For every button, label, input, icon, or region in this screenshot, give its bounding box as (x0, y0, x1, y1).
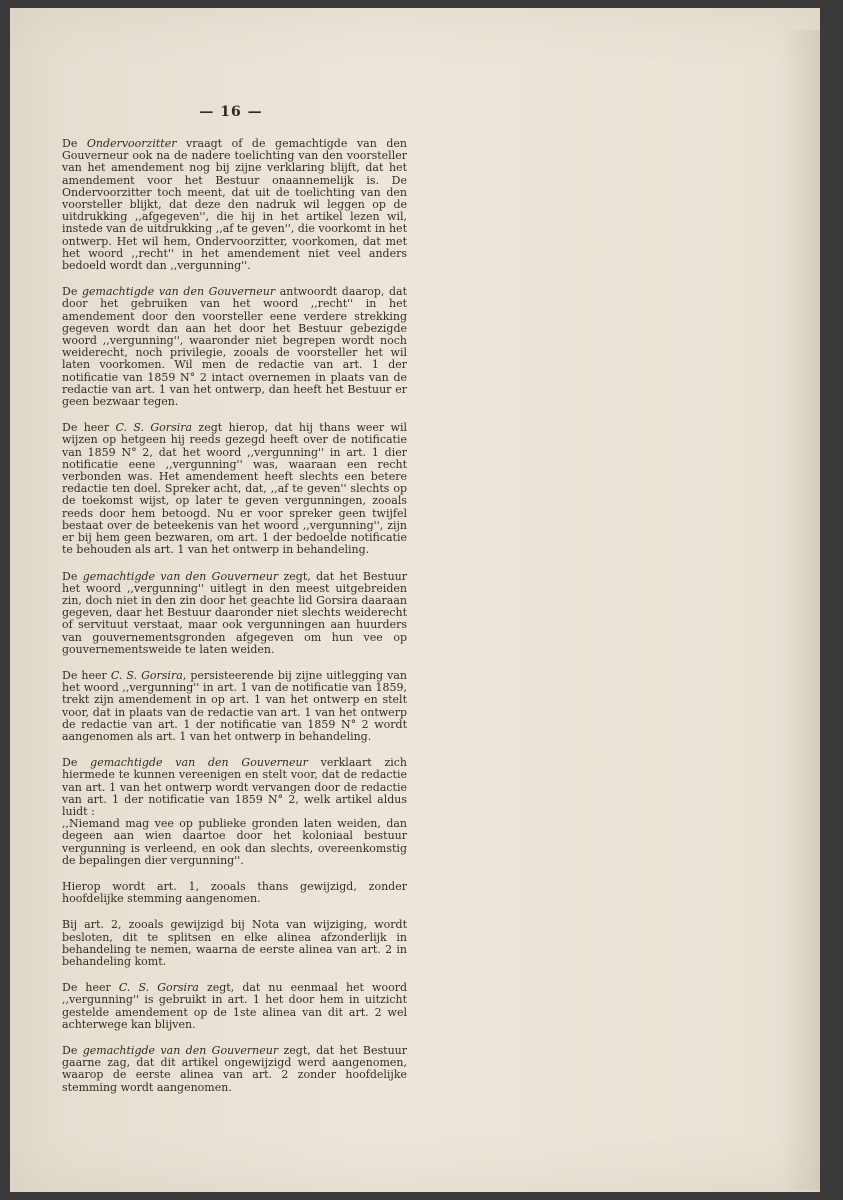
paragraph (62, 670, 407, 743)
paragraph-text: De (62, 756, 91, 770)
speaker-name: gemachtigde van den Gouverneur (82, 1044, 279, 1057)
paragraph-text: , persisteerende bij zijne uitlegging van het woord ,,vergunning'' in art. 1 van de notificatie van 1859, trekt zijn amendement in op art. 1 van het ontwerp en stelt voor, dat in plaats van de redactie van art. 1 van het ontwerp de redactie van art. 1 der notificatie van 1859 N° 2 wordt aangenomen als art. 1 van het ontwerp in behandeling. (62, 668, 407, 743)
speaker-name: Ondervoorzitter (86, 137, 177, 150)
paragraph-text: De heer (62, 981, 119, 995)
page-number: — 16 — (199, 104, 263, 120)
paragraph (62, 919, 407, 968)
paragraph (62, 757, 407, 818)
document-body (62, 138, 407, 1108)
speaker-name: C. S. Gorsira (110, 668, 183, 682)
paragraph-text: vraagt of de gemachtigde van den Gouverneur ook na de nadere toelichting van den voorsteller van het amendement nog bij zijne verklaring blijft, dat het amendement voor het Bestuur onaannemelijk is. De Ondervoorzitter toch meent, dat uit de toelichting van den voorsteller blijkt, dat deze den nadruk wil leggen op de uitdrukking ,,afgegeven'', die hij in het artikel lezen wil, instede van de uitdrukking ,,af te geven'', die voorkomt in het ontwerp. Het wil hem, Ondervoorzitter, voorkomen, dat met het woord ,,recht'' in het amendement niet veel anders bedoeld wordt dan ,,vergunning''. (62, 137, 407, 273)
paragraph-text: De heer (62, 421, 116, 435)
paragraph-text: zegt, dat het Bestuur het woord ,,vergunning'' uitlegt in den meest uitgebreiden zin, doch niet in den zin door het geachte lid Gorsira daaraan gegeven, daar het Bestuur daaronder niet slechts weiderecht of servituut verstaat, maar ook vergunningen aan huurders van gouvernementsgronden afgegeven om hun vee op gouvernementsweide te laten weiden. (62, 569, 408, 656)
paragraph-text: Bij art. 2, zooals gewijzigd bij Nota van wijziging, wordt besloten, dit te splitsen en elke alinea afzonderlijk in behandeling te nemen, waarna de eerste alinea van art. 2 in behandeling komt. (62, 918, 407, 968)
paragraph-text: verklaart zich hiermede te kunnen vereenigen en stelt voor, dat de redactie van art. 1 van het ontwerp wordt vervangen door de redactie van art. 1 der notificatie van 1859 N° 2, welk artikel aldus luidt : (62, 756, 408, 818)
paragraph (62, 138, 407, 272)
paragraph (62, 1045, 407, 1094)
paragraph-text: Hierop wordt art. 1, zooals thans gewijzigd, zonder hoofdelijke stemming aangenomen. (62, 879, 407, 906)
paragraph-text: ,,Niemand mag vee op publieke gronden laten weiden, dan degeen aan wien daartoe door het koloniaal bestuur vergunning is verleend, en ook dan slechts, overeenkomstig de bepalingen dier vergunning''. (62, 817, 407, 867)
speaker-name: gemachtigde van den Gouverneur (82, 569, 279, 583)
paragraph (62, 982, 407, 1031)
paragraph-text: zegt, dat het Bestuur gaarne zag, dat dit artikel ongewijzigd werd aangenomen, waarop de eerste alinea van art. 2 zonder hoofdelijke stemming wordt aangenomen. (62, 1044, 408, 1094)
speaker-name: gemachtigde van den Gouverneur (90, 756, 308, 770)
sheet-right-edge (780, 30, 820, 1190)
speaker-name: C. S. Gorsira (118, 981, 199, 995)
paragraph (62, 422, 407, 556)
speaker-name: gemachtigde van den Gouverneur (81, 285, 276, 299)
paragraph (62, 881, 407, 905)
quoted-article-paragraph (62, 818, 407, 867)
paragraph-text: De (62, 285, 82, 299)
paragraph-text: antwoordt daarop, dat door het gebruiken van het woord ,,recht'' in het amendement door den voorsteller eene verdere strekking gegeven wordt dan aan het door het Bestuur gebezigde woord ,,vergunning'', waaronder niet begrepen wordt noch weiderecht, noch privilegie, zooals de voorsteller het wil laten voorkomen. Wil men de redactie van art. 1 der notificatie van 1859 N° 2 intact overnemen in plaats van de redactie van art. 1 van het ontwerp, dan heeft het Bestuur er geen bezwaar tegen. (62, 285, 408, 409)
paragraph-text: De heer (62, 668, 111, 682)
paragraph-text: zegt, dat nu eenmaal het woord ,,vergunning'' is gebruikt in art. 1 het door hem in uitzicht gestelde amendement op de 1ste alinea van dit art. 2 wel achterwege kan blijven. (62, 981, 408, 1031)
paragraph-text: De (62, 137, 87, 150)
paragraph-text: De (62, 569, 83, 583)
paragraph-text: zegt hierop, dat hij thans weer wil wijzen op hetgeen hij reeds gezegd heeft over de notificatie van 1859 N° 2, dat het woord ,,vergunning'' in art. 1 dier notificatie eene ,,vergunning'' was, waaraan een recht verbonden was. Het amendement heeft slechts een betere redactie ten doel. Spreker acht, dat, ,,af te geven'' slechts op de toekomst wijst, op later te geven vergunningen, zooals reeds door hem betoogd. Nu er voor spreker geen twijfel bestaat over de beteekenis van het woord ,,vergunning'', zijn er bij hem geen bezwaren, om art. 1 der bedoelde notificatie te behouden als art. 1 van het ontwerp in behandeling. (62, 421, 407, 557)
paragraph (62, 286, 407, 408)
paragraph-text: De (62, 1044, 83, 1057)
speaker-name: C. S. Gorsira (115, 421, 193, 435)
paragraph (62, 571, 407, 656)
